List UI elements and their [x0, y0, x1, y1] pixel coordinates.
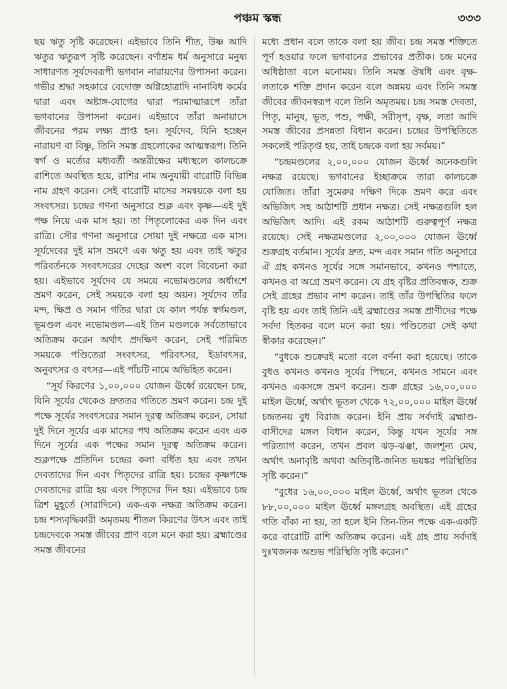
paragraph: ছয় ঋতু সৃষ্টি করেছেন। এইভাবে তিনি শীত, উষ্ণ আদি ঋতুর ঋতুরূপ সৃষ্টি করেছেন। বর্ণাশ্রম ধর্ম অনুসারে মনুষ্য সাধারণত সূর্যদেবরূপী ভগবান নারায়ণের উপাসনা করেন। গভীর শ্রদ্ধা সহকারে বেদোক্ত অগ্নিহোত্রাদি নানাবিধ কর্মের দ্বারা এবং অষ্টাঙ্গ-যোগের দ্বারা পরমাত্মারূপে তাঁরা ভগবানের উপাসনা করেন। এইভাবে তাঁরা অনায়াসে জীবনের পরম লক্ষ্য প্রাপ্ত হন। সূর্যদেব, যিনি হচ্ছেন নারায়ণ বা বিষ্ণু, তিনি সমস্ত গ্রহলোকের আত্মস্বরূপ। তিনি স্বর্গ ও মর্ত্যের মধ্যবর্তী অন্তরীক্ষের মধ্যস্থলে কালচক্রে রাশিতে অবস্থিত হয়ে, রাশির নাম অনুযায়ী বারোটি বিভিন্ন নাম গ্রহণ করেন। সেই বারোটি মাসের সমন্বয়কে বলা হয় সংবৎসর। চন্দ্রের গণনা অনুসারে শুক্ল এবং কৃষ্ণ—এই দুই পক্ষ নিয়ে এক মাস হয়। তা পিতৃলোকের এক দিন এবং রাত্রি। সৌর গণনা অনুসারে সোয়া দুই নক্ষত্রে এক মাস। সূর্যদেবের দুই মাস ভ্রমণে এক ঋতু হয় এবং তাই ঋতুর পরিবর্তনকে সংবৎসরের দেহের অংশ বলে বিবেচনা করা হয়। এইভাবে সূর্যদেব যে সময়ে নভোমণ্ডলের অর্ধাংশে ভ্রমণ করেন, সেই সময়কে বলা হয় অয়ন। সূর্যদেব তাঁর মন্দ, ক্ষিপ্র ও সমান গতির দ্বারা যে কাল পর্যন্ত স্বর্গমণ্ডল, ভূমণ্ডল এবং নভোমণ্ডল—এই তিন মণ্ডলকে সর্বতোভাবে অতিক্রম করেন অর্থাৎ প্রদক্ষিণ করেন, সেই পরিমিত সময়কে পণ্ডিতেরা সংবৎসর, পরিবৎসর, ইডাবৎসর, অনুবৎসর ও বৎসর—এই পাঁচটি নামে অভিহিত করেন। [34, 37, 247, 376]
paragraph: “বুধের ১৬,০০,০০০ মাইল ঊর্ধ্বে, অর্থাৎ ভূতল থেকে ৮৮,০০,০০০ মাইল ঊর্ধ্বে মঙ্গলগ্রহ অবস্থিত। এই গ্রহের গতি বাঁকা না হয়, তা হলে ইনি তিন-তিন পক্ষে এক-একটি করে বারোটি রাশি অতিক্রম করেন। এই গ্রহ প্রায় সর্বদাই দুঃখজনক অশুভ পরিস্থিতি সৃষ্টি করেন।” [262, 487, 477, 558]
page-number: ৩৩৩ [457, 11, 481, 25]
column-divider [254, 36, 255, 676]
paragraph: “বুধকে শুক্রেরই মতো বলে বর্ণনা করা হয়েছে। তাকে বুধও কখনও কখনও সূর্যের পিছনে, কখনও সামনে এবং কখনও একসঙ্গে ভ্রমণ করেন। শুক্র গ্রহের ১৬,০০,০০০ মাইল ঊর্ধ্বে, অর্থাৎ ভূতল থেকে ৭২,০০,০০০ মাইল ঊর্ধ্বে চন্দ্রতনয় বুধ বিরাজ করেন। ইনি প্রায় সর্বদাই ব্রহ্মাণ্ড-বাসীদের মঙ্গল বিধান করেন, কিন্তু যখন সূর্যের সঙ্গ পরিত্যাগ করেন, তখন প্রবল ঝড়-ঝঞ্ঝা, জলশূন্য মেঘ, অর্থাৎ অনাবৃষ্টি অথবা অতিবৃষ্টি-জনিত ভয়ঙ্কর পরিস্থিতির সৃষ্টি করেন।” [262, 352, 477, 483]
page-heading: পঞ্চম স্কন্ধ [233, 11, 282, 25]
paragraph: “সূর্য কিরণের ১,০০,০০০ যোজন ঊর্ধ্বে রয়েছেন চন্দ্র, যিনি সূর্যের থেকেও দ্রুততর গতিতে ভ্রমণ করেন। চন্দ্র দুই পক্ষে সূর্যের সংবৎসরের সমান দূরত্ব অতিক্রম করেন, সোয়া দুই দিনে সূর্যের এক মাসের পথ অতিক্রম করেন এবং এক দিনে সূর্যের এক পক্ষের সমান দূরত্ব অতিক্রম করেন। শুক্লপক্ষে প্রতিদিন চন্দ্রের কলা বর্ধিত হয় এবং তখন দেবতাদের দিন এবং পিতৃদের রাত্রি হয়। চন্দ্রের কৃষ্ণপক্ষে দেবতাদের রাত্রি হয় এবং পিতৃদের দিন হয়। এইভাবে চন্দ্র ত্রিশ মুহূর্তে (সারাদিনে) এক-এক নক্ষত্র অতিক্রম করেন। চন্দ্র শস্যবৃদ্ধিকারী অমৃতময় শীতল কিরণের উৎস এবং তাই চন্দ্রদেবকে সমস্ত জীবের প্রাণ বলে মনে করা হয়। ব্রহ্মাণ্ডের সমস্ত জীবনের [34, 380, 247, 556]
right-column [262, 36, 477, 676]
paragraph: মধ্যে প্রধান বলে তাকে বলা হয় জীব। চন্দ্র সমস্ত শক্তিতে পূর্ণ হওয়ার ফলে ভগবানের প্রভাবের প্রতীক। চন্দ্র মনের অধিষ্ঠাতা বলে মনোময়। তিনি সমস্ত ঔষধি এবং বৃক্ষ-লতাকে শক্তি প্রদান করেন বলে অন্নময় এবং তিনি সমস্ত জীবের জীবনস্বরূপ বলে তিনি অমৃতময়। চন্দ্র সমস্ত দেবতা, পিতৃ, মানুষ, ভূত, পশু, পক্ষী, সরীসৃপ, বৃক্ষ, লতা আদি সমস্ত জীবের প্রসন্নতা বিধান করেন। চন্দ্রের উপস্থিতিতে সকলেই পরিতৃপ্ত হয়, তাই চন্দ্রকে বলা হয় সর্বময়।” [262, 37, 477, 153]
paragraph: “চন্দ্রমণ্ডলের ২,০০,০০০ যোজন ঊর্ধ্বে অনেকগুলি নক্ষত্র রয়েছে। ভগবানের ইচ্ছাক্রমে তারা কালচক্রে যোজিত। তাঁরা সুমেরুর দক্ষিণ দিকে ভ্রমণ করে এবং অভিজিৎ সহ আঠাশটি প্রধান নক্ষত্র। সেই নক্ষত্রগুলি হল অভিজিৎ আদি। এই রকম আঠাশটি গুরুত্বপূর্ণ নক্ষত্র রয়েছে। সেই নক্ষত্রমণ্ডলের ২,০০,০০০ যোজন ঊর্ধ্বে শুক্রগ্রহ বর্তমান। সূর্যের দ্রুত, মন্দ এবং সমান গতি অনুসারে ঐ গ্রহ কখনও সূর্যের সঙ্গে সমানভাবে, কখনও পশ্চাতে, কখনও বা অগ্রে ভ্রমণ করেন। যে গ্রহ বৃষ্টির প্রতিবন্ধক, শুক্র সেই গ্রহের প্রভাব নাশ করেন। তাই তাঁর উপস্থিতির ফলে বৃষ্টি হয় এবং তাই তিনি এই ব্রহ্মাণ্ডের সমস্ত প্রাণীদের পক্ষে সর্বদা হিতকর বলে মনে করা হয়। পণ্ডিতেরা সেই কথা স্বীকার করেছেন।” [262, 157, 477, 348]
page-header [34, 10, 481, 28]
left-column [34, 36, 247, 676]
